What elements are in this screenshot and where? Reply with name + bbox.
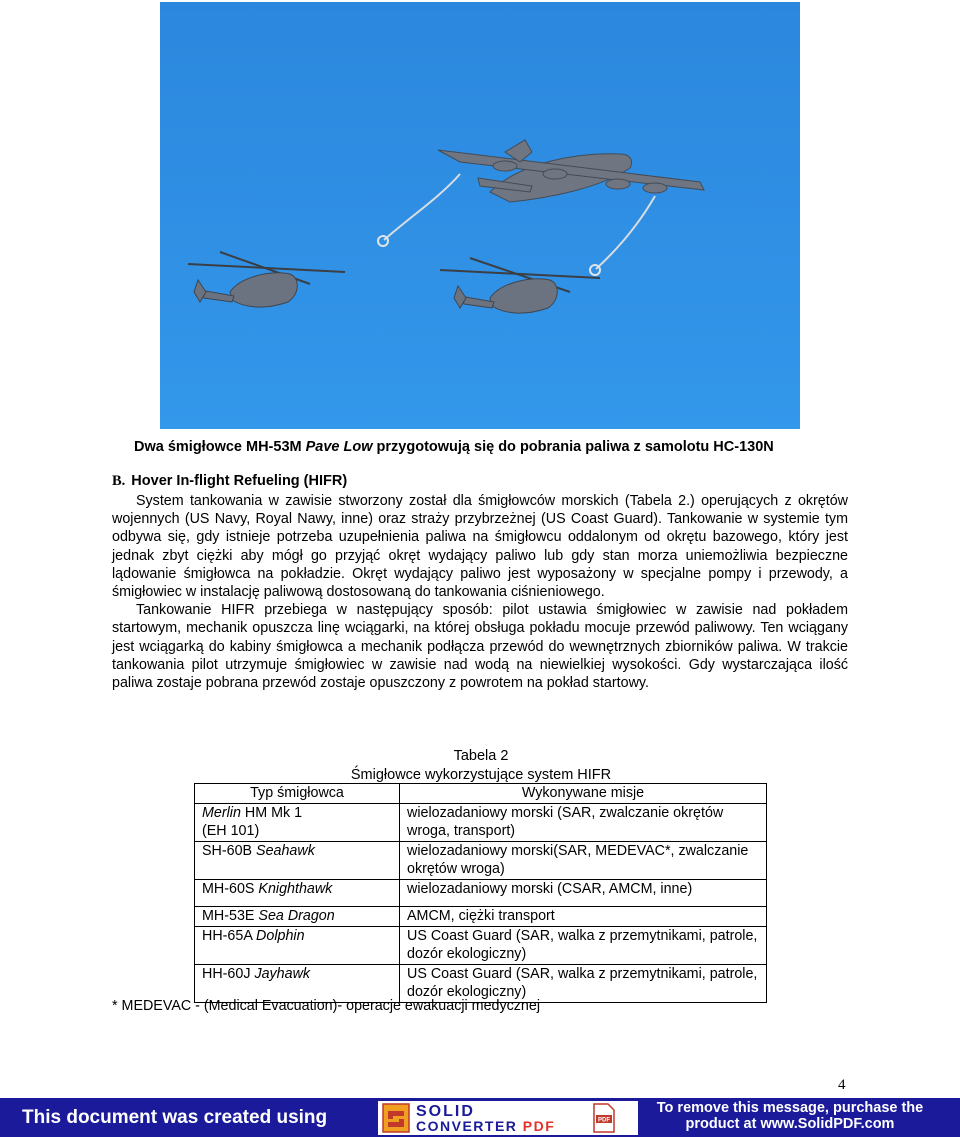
table-cell-type [195, 964, 400, 1002]
type-plain: HH-65A [202, 927, 257, 944]
table-row [195, 879, 767, 907]
banner-left-text: This document was created using [22, 1107, 328, 1128]
table-cell-type [195, 926, 400, 964]
section-heading [112, 473, 347, 490]
watermark-banner[interactable] [0, 1098, 960, 1137]
table-label: Tabela 2 [453, 748, 509, 764]
type-plain: MH-53E [202, 908, 259, 924]
paragraph: Tankowanie HIFR przebiega w następujący sposób: pilot ustawia śmigłowiec w zawisie nad pokładem startowym, mechanik opuszcza linę wciągarki, na której obsługa pokładu mocuje przewód paliwowy. Ten wciągany jest wciągarką do kabiny śmigłowca a mechanik podłącza przewód do wewnętrznych zbiorników paliwa. W trakcie tankowania pilot utrzymuje śmigłowiec w zawisie nad wodą na niewielkiej wysokości. Gdy wystarczająca ilość paliwa zostaje pobrana przewód zostaje opuszczony z powrotem na pokład startowy. [112, 602, 848, 692]
caption-text: Dwa śmigłowce MH-53M [134, 439, 306, 455]
solid-emblem-icon [382, 1103, 410, 1133]
caption-italic: Pave Low [305, 439, 373, 455]
table-header: Wykonywane misje [400, 784, 767, 804]
refueling-photo [160, 2, 800, 429]
pdf-document-icon [592, 1103, 616, 1133]
banner-right-text[interactable] [640, 1100, 940, 1132]
type-italic: Jayhawk [254, 965, 311, 982]
section-title: Hover In-flight Refueling (HIFR) [131, 473, 348, 489]
photo-caption [134, 439, 834, 455]
table-row [195, 964, 767, 1002]
type-italic: Sea Dragon [258, 908, 335, 924]
table-row [195, 926, 767, 964]
table-cell-type [195, 907, 400, 927]
table-header-row [195, 784, 767, 804]
type-plain: MH-60S [202, 880, 259, 897]
caption-text-end: przygotowują się do pobrania paliwa z samolotu HC-130N [372, 439, 774, 455]
solid-converter-logo[interactable] [378, 1101, 638, 1135]
table-cell-type [195, 841, 400, 879]
table-header: Typ śmigłowca [195, 784, 400, 804]
type-plain: SH-60B [202, 842, 257, 859]
table-title: Śmigłowce wykorzystujące system HIFR [350, 767, 612, 783]
table-cell-missions: AMCM, ciężki transport [400, 907, 767, 927]
table-row [195, 803, 767, 841]
type-italic: Merlin [202, 804, 241, 821]
page-number: 4 [838, 1077, 846, 1093]
table-cell-type [195, 803, 400, 841]
table-cell-missions: wielozadaniowy morski (SAR, zwalczanie okrętów wroga, transport) [400, 803, 767, 841]
type-italic: Knighthawk [258, 880, 333, 897]
table-cell-missions: wielozadaniowy morski (CSAR, AMCM, inne) [400, 879, 767, 907]
section-number: B. [112, 473, 126, 489]
type-italic: Dolphin [256, 927, 305, 944]
table-cell-type [195, 879, 400, 907]
banner-right-line1: To remove this message, purchase the [656, 1100, 924, 1116]
svg-text:PDF: PDF [598, 1117, 610, 1124]
paragraph: System tankowania w zawisie stworzony został dla śmigłowców morskich (Tabela 2.) operujących z okrętów wojennych (US Navy, Royal Nawy, inne) oraz straży przybrzeżnej (US Coast Guard). Tankowanie w systemie tym odbywa się, gdy istnieje potrzeba uzupełnienia paliwa na śmigłowcu oddalonym od okrętu bazowego, który jest jednak zbyt ciężki aby mógł go przyjąć okręt wydający paliwo lub gdy stan morza uniemożliwia bezpieczne lądowanie śmigłowca na pokładzie. Okręt wydający paliwo jest wyposażony w specjalne pompy i przewody, a śmigłowiec w instalację paliwową dostosowaną do tankowania ciśnieniowego. [112, 493, 848, 601]
banner-right-line2[interactable]: product at www.SolidPDF.com [685, 1116, 895, 1132]
logo-converter: CONVERTER [416, 1118, 523, 1134]
logo-pdf: PDF [522, 1118, 556, 1134]
type-plain: HM Mk 1 [240, 804, 303, 821]
footnote: * MEDEVAC - (Medical Evacuation)- operacje ewakuacji medycznej [112, 998, 541, 1014]
table-row [195, 841, 767, 879]
logo-line1: SOLID [416, 1103, 475, 1120]
type-plain: HH-60J [202, 965, 255, 982]
table-cell-missions: US Coast Guard (SAR, walka z przemytnikami, patrole, dozór ekologiczny) [400, 964, 767, 1002]
table-row [195, 907, 767, 927]
type-line2: (EH 101) [202, 823, 260, 839]
logo-line2 [416, 1118, 555, 1134]
type-italic: Seahawk [256, 842, 315, 859]
aircraft-illustration [160, 2, 800, 429]
table-caption [196, 747, 766, 785]
helicopter-table [194, 783, 767, 1003]
table-cell-missions: US Coast Guard (SAR, walka z przemytnikami, patrole, dozór ekologiczny) [400, 926, 767, 964]
table-cell-missions: wielozadaniowy morski(SAR, MEDEVAC*, zwalczanie okrętów wroga) [400, 841, 767, 879]
body-text [112, 492, 848, 692]
